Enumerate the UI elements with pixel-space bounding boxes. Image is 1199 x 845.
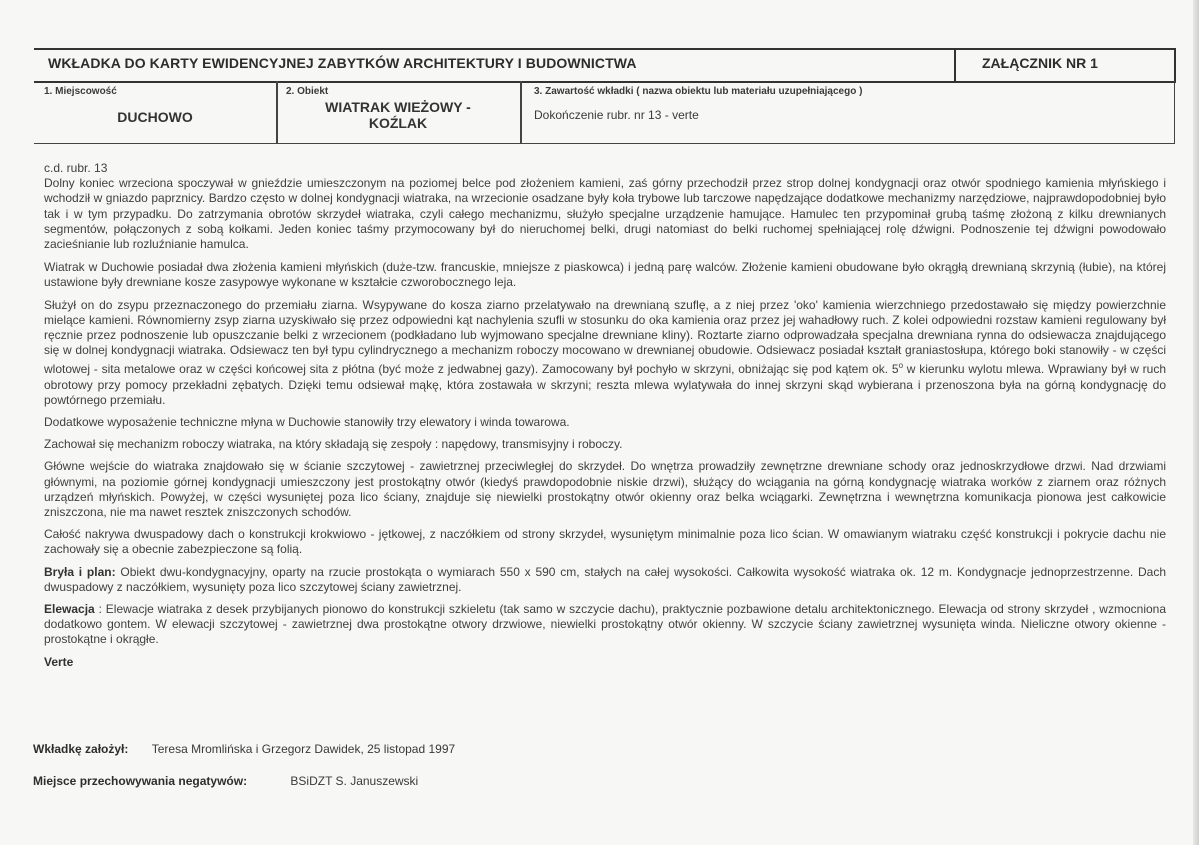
paragraph-1-text: Dolny koniec wrzeciona spoczywał w gnieździe umieszczonym na poziomej belce pod złożeniem kamieni, zaś górny przechodził przez strop dolnej kondygnacji oraz otwór spodniego kamienia młyńskiego i wchodził w gniazdo paprznicy. Bardzo często w dolnej kondygnacji wiatraka, na wrzecionie osadzane były koła trybowe lub tarczowe napędzające dodatkowe mechanizmy narzędziowe, najprawdopodobniej było tak i w tym przypadku. Do zatrzymania obrotów skrzydeł wiatraka, czyli całego mechanizmu, służyło specjalne urządzenie hamujące. Hamulec ten przypominał grubą taśmę złożoną z kilku drewnianych segmentów, połączonych z sobą kołkami. Jeden koniec taśmy przymocowany był do nieruchomej belki, drugi natomiast do belki ruchomej spełniającej rolę dźwigni. Podnoszenie tej dźwigni powodowało zacieśnianie lub rozluźnianie hamulca.	[44, 176, 1166, 252]
form-fields-row	[34, 81, 1175, 144]
content-label: 3. Zawartość wkładki ( nazwa obiektu lub materiału uzupełniającego )	[534, 86, 863, 97]
paragraph-3	[44, 298, 1166, 408]
form-title: WKŁADKA DO KARTY EWIDENCYJNEJ ZABYTKÓW ARCHITEKTURY I BUDOWNICTWA	[48, 55, 637, 71]
paragraph-4: Dodatkowe wyposażenie techniczne młyna w Duchowie stanowiły trzy elewatory i winda towarowa.	[44, 415, 570, 430]
field-divider	[520, 81, 522, 143]
rubric-continuation: c.d. rubr. 13	[44, 161, 108, 175]
paragraph-6: Główne wejście do wiatraka znajdowało się w ścianie szczytowej - zawietrznej przeciwległej do skrzydeł. Do wnętrza prowadziły zewnętrzne drewniane schody oraz jednoskrzydłowe drzwi. Nad drzwiami głównymi, na poziomie górnej kondygnacji umieszczony jest prostokątny otwór (kiedyś prawdopodobnie niskie drzwi), służący do wciągania na górną kondygnację wiatraka worków z ziarnem oraz różnych urządzeń młyńskich. Powyżej, w części wysuniętej poza lico ściany, znajduje się niewielki prostokątny otwór okienny oraz belka wciągarki. Zewnętrzna i wewnętrzna komunikacja pionowa jest całkowicie zniszczona, nie ma nawet resztek zniszczonych schodów.	[44, 459, 1166, 520]
paragraph-5: Zachował się mechanizm roboczy wiatraka, na który składają się zespoły : napędowy, transmisyjny i roboczy.	[44, 437, 623, 452]
paragraph-9	[44, 602, 1166, 648]
paragraph-7: Całość nakrywa dwuspadowy dach o konstrukcji krokwiowo - jętkowej, z naczółkiem od strony skrzydeł, wysuniętym minimalnie poza lico ścian. W omawianym wiatraku część konstrukcji i pokrycie dachu nie zachowały się a obecnie zabezpieczone są folią.	[44, 527, 1166, 557]
bryla-label: Bryła i plan:	[44, 564, 116, 579]
object-value-line2: KOŹLAK	[368, 115, 428, 131]
scan-edge	[1193, 0, 1199, 845]
object-value	[278, 99, 518, 131]
object-value-line1: WIATRAK WIEŻOWY -	[325, 99, 471, 115]
paragraph-8-text: Obiekt dwu-kondygnacyjny, oparty na rzucie prostokąta o wymiarach 550 x 590 cm, stałych na całej wysokości. Całkowita wysokość wiatraka ok. 12 m. Kondygnacje jednoprzestrzenne. Dach dwuspadowy z naczółkiem, wysunięty poza lico szczytowej ściany zawietrznej.	[44, 564, 1166, 594]
verte-note: Verte	[44, 654, 74, 669]
paragraph-2: Wiatrak w Duchowie posiadał dwa złożenia kamieni młyńskich (duże-tzw. francuskie, mniejsze z piaskowca) i jedną parę walców. Złożenie kamieni obudowane było okrągłą drewnianą skrzynią (łubie), na której ustawione były drewniane kosze zasypowye wykonane w kształcie czworobocznego leja.	[44, 260, 1166, 290]
paragraph-8	[44, 565, 1166, 595]
locality-label: 1. Miejscowość	[44, 86, 117, 97]
storage-label: Miejsce przechowywania negatywów:	[33, 774, 248, 788]
content-value: Dokończenie rubr. nr 13 - verte	[534, 108, 699, 122]
author-line	[33, 742, 455, 756]
elewacja-label: Elewacja	[44, 602, 95, 617]
object-label: 2. Obiekt	[286, 86, 329, 97]
locality-value: DUCHOWO	[117, 109, 193, 125]
paragraph-9-text: : Elewacje wiatraka z desek przybijanych pionowo do konstrukcji szkieletu (tak samo w szczycie dachu), praktycznie pozbawione detalu architektonicznego. Elewacja od strony skrzydeł , wzmocniona dodatkowo gontem. W elewacji szczytowej - zawietrznej dwa prostokątne otwory drzwiowe, niewielki prostokątny otwór okienny. W szczycie ściany zawietrznej wysunięta winda. Nieliczne otwory okienne - prostokątne i okrągłe.	[44, 602, 1166, 647]
attachment-number: ZAŁĄCZNIK NR 1	[982, 55, 1098, 71]
header-divider	[954, 50, 956, 81]
storage-line	[33, 774, 418, 788]
form-header	[34, 48, 1176, 83]
paragraph-3-text-b: w kierunku wylotu mlewa. Wprawiany był w ruch obrotowy przy pomocy przekładni zębatych. Dzięki temu odsiewał mąkę, która zostawała w skrzyni; reszta mlewa wylatywała do innej skrzyni skąd wybierana i przenoszona była na górną kondygnację do powtórnego przemiału.	[44, 362, 1167, 407]
author-label: Wkładkę założył:	[33, 742, 129, 756]
degree-superscript: o	[898, 361, 904, 371]
paragraph-3-text-a: Służył on do zsypu przeznaczonego do przemiału ziarna. Wsypywane do kosza ziarno przelatywało na drewnianą szuflę, a z niej przez 'oko' kamienia wierzchniego przedostawało się między powierzchnie mielące kamieni. Równomierny zsyp ziarna uzyskiwało się przez odpowiedni kąt nachylenia szufli w stosunku do oka kamienia oraz przez jej wahadłowy ruch. Z kolei odpowiedni rozstaw kamieni regulowany był ręcznie przez podnoszenie lub opuszczanie belki z wrzecionem (podkładano lub wyjmowano specjalne drewniane kliny). Roztarte ziarno odprowadzała specjalna drewniana rynna do odsiewacza znajdującego się w dolnej kondygnacji wiatraka. Odsiewacz ten był typu cylindrycznego a mechanizm roboczy mocowano w drewnianej obudowie. Odsiewacz posiadał kształt graniastosłupa, którego boki stanowiły - w części wlotowej - sita metalowe oraz w części końcowej sita z płótna (być może z jedwabnej gazy). Zamocowany był pochyło w skrzyni, obniżając się pod kątem ok. 5	[44, 297, 1166, 377]
author-value: Teresa Mromlińska i Grzegorz Dawidek, 25 listopad 1997	[151, 742, 456, 756]
document-body	[44, 161, 1166, 670]
paragraph-1	[44, 161, 1166, 252]
storage-value: BSiDZT S. Januszewski	[290, 774, 419, 788]
